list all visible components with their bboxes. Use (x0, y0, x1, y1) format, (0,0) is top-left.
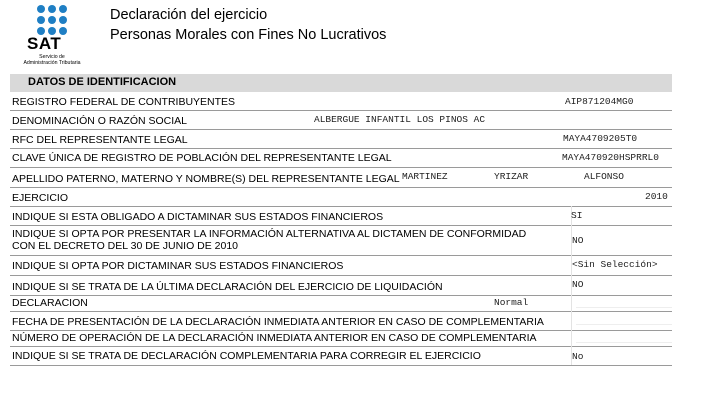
num-operacion-input[interactable] (576, 333, 672, 343)
rfc-field: AIP871204MG0 (565, 96, 634, 107)
logo-dot (48, 16, 56, 24)
row-dictaminar-obligado (10, 206, 672, 226)
ejercicio-field: 2010 (645, 191, 668, 202)
declaracion-input[interactable] (576, 298, 672, 308)
logo-text: SAT (27, 34, 62, 53)
curp-representante-field: MAYA470920HSPRRL0 (562, 152, 659, 163)
row-num-operacion (10, 330, 672, 347)
field-label: APELLIDO PATERNO, MATERNO Y NOMBRE(S) DEL REPRESENTANTE LEGAL (12, 173, 400, 185)
field-label: INDIQUE SI SE TRATA DE DECLARACIÓN COMPLEMENTARIA PARA CORREGIR EL EJERCICIO (12, 350, 481, 362)
field-label: DECLARACION (12, 297, 88, 309)
page-title: Declaración del ejercicio (110, 7, 268, 23)
sat-logo-icon (36, 4, 68, 36)
apellido-paterno-field: MARTINEZ (402, 171, 448, 182)
apellido-materno-field: YRIZAR (494, 171, 529, 182)
row-liquidacion (10, 275, 672, 296)
field-label: EJERCICIO (12, 192, 69, 204)
opta-dictaminar-select[interactable]: <Sin Selección> (572, 259, 658, 270)
field-label: INDIQUE SI OPTA POR PRESENTAR LA INFORMACIÓN ALTERNATIVA AL DICTAMEN DE CONFORMIDAD CON EL DECRETO DEL 30 DE JUNIO DE 2010 (12, 228, 527, 252)
row-complementaria (10, 346, 672, 366)
column-separator (571, 295, 572, 311)
denominacion-field: ALBERGUE INFANTIL LOS PINOS AC (314, 114, 486, 125)
logo-subtitle-line1: Servicio de (39, 54, 65, 60)
field-label: DENOMINACIÓN O RAZÓN SOCIAL (12, 115, 188, 127)
row-rfc-representante (10, 129, 672, 149)
row-ejercicio (10, 187, 672, 207)
row-denominacion (10, 110, 672, 130)
row-nombre-representante (10, 167, 672, 188)
field-label: INDIQUE SI ESTA OBLIGADO A DICTAMINAR SUS ESTADOS FINANCIEROS (12, 211, 384, 223)
row-rfc (10, 92, 672, 111)
row-info-alternativa (10, 225, 672, 256)
nombre-field: ALFONSO (584, 171, 624, 182)
field-label: NÚMERO DE OPERACIÓN DE LA DECLARACIÓN INMEDIATA ANTERIOR EN CASO DE COMPLEMENTARIA (12, 332, 537, 344)
fecha-anterior-input[interactable] (576, 315, 672, 325)
sat-logo (14, 4, 90, 72)
row-curp-representante (10, 148, 672, 168)
field-label: RFC DEL REPRESENTANTE LEGAL (12, 134, 188, 146)
field-label: CLAVE ÚNICA DE REGISTRO DE POBLACIÓN DEL REPRESENTANTE LEGAL (12, 152, 392, 164)
declaracion-field: Normal (494, 297, 529, 308)
complementaria-select[interactable]: No (572, 351, 584, 362)
column-separator (571, 330, 572, 346)
logo-dot (59, 5, 67, 13)
row-fecha-anterior (10, 311, 672, 331)
rfc-representante-field: MAYA4709205T0 (563, 133, 638, 144)
liquidacion-select[interactable]: NO (572, 279, 584, 290)
logo-dot (59, 16, 67, 24)
field-label: REGISTRO FEDERAL DE CONTRIBUYENTES (12, 96, 236, 108)
logo-subtitle-line2: Administración Tributaria (23, 60, 81, 66)
logo-dot (37, 16, 45, 24)
page-subtitle: Personas Morales con Fines No Lucrativos (110, 27, 387, 43)
field-label: INDIQUE SI SE TRATA DE LA ÚLTIMA DECLARACIÓN DEL EJERCICIO DE LIQUIDACIÓN (12, 281, 443, 293)
row-declaracion (10, 295, 672, 312)
field-label: INDIQUE SI OPTA POR DICTAMINAR SUS ESTADOS FINANCIEROS (12, 260, 344, 272)
section-title: DATOS DE IDENTIFICACION (28, 76, 177, 88)
logo-dot (48, 5, 56, 13)
row-opta-dictaminar (10, 255, 672, 276)
logo-dot (37, 5, 45, 13)
column-separator (571, 311, 572, 330)
info-alternativa-select[interactable]: NO (572, 235, 584, 246)
logo-subtitle (14, 54, 90, 66)
section-header (10, 74, 672, 92)
field-label: FECHA DE PRESENTACIÓN DE LA DECLARACIÓN INMEDIATA ANTERIOR EN CASO DE COMPLEMENTARIA (12, 316, 544, 328)
dictaminar-obligado-select[interactable]: SI (571, 210, 583, 221)
